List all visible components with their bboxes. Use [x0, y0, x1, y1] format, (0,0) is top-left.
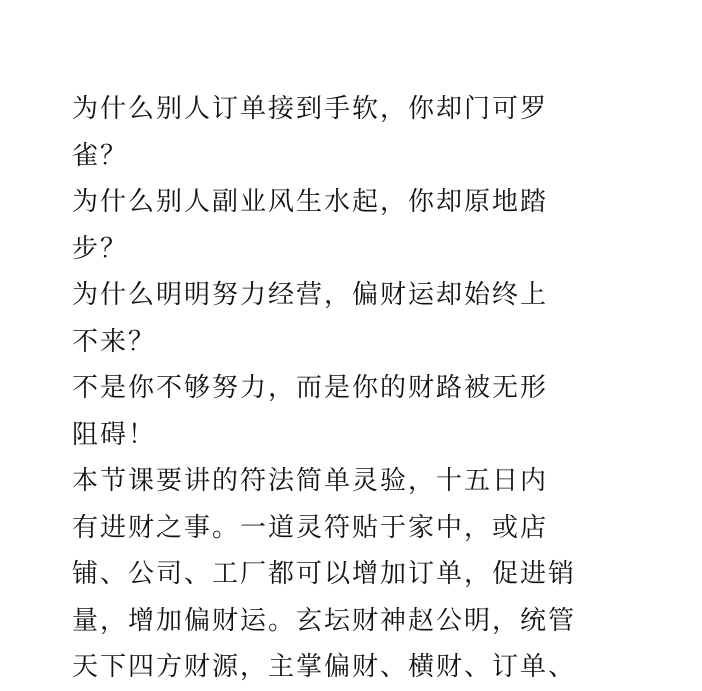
text-line-4: 步？: [72, 233, 129, 264]
text-line-10: 有进财之事。一道灵符贴于家中，或店: [72, 512, 549, 543]
text-line-8: 阻碍！: [72, 419, 157, 450]
text-line-6: 不来？: [72, 326, 157, 357]
text-line-2: 雀？: [72, 140, 129, 171]
text-line-13: 天下四方财源，主掌偏财、横财、订单、: [72, 652, 577, 682]
text-line-11: 铺、公司、工厂都可以增加订单，促进销: [72, 559, 577, 589]
text-line-9: 本节课要讲的符法简单灵验，十五日内: [72, 466, 549, 496]
text-line-7: 不是你不够努力，而是你的财路被无形: [72, 373, 549, 403]
text-line-1: 为什么别人订单接到手软，你却门可罗: [72, 94, 549, 124]
text-line-3: 为什么别人副业风生水起，你却原地踏: [72, 187, 549, 217]
text-line-12: 量，增加偏财运。玄坛财神赵公明，统管: [72, 605, 577, 636]
text-line-5: 为什么明明努力经营，偏财运却始终上: [72, 280, 549, 310]
article-text: [72, 86, 632, 691]
